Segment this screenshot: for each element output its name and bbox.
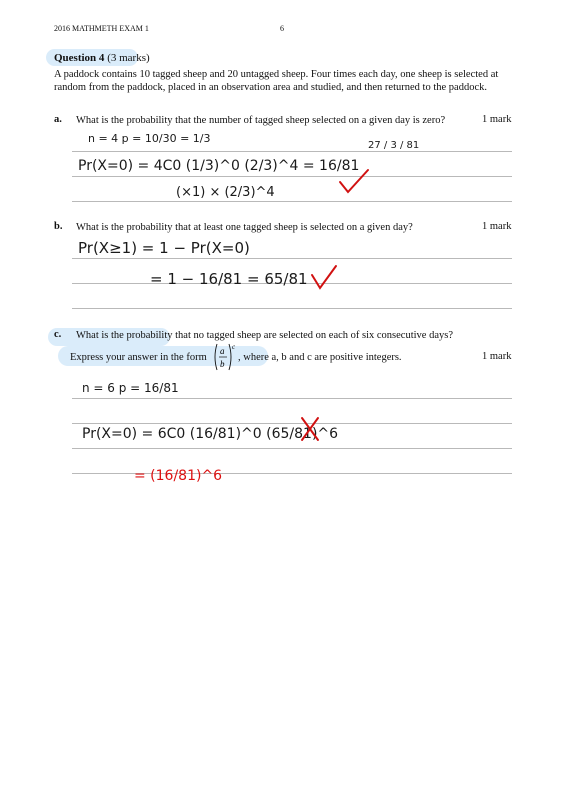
hw-a-side: 27 / 3 / 81 xyxy=(368,140,420,151)
page-number: 6 xyxy=(280,24,284,33)
hw-c-line1: n = 6 p = 16/81 xyxy=(82,381,179,395)
hw-b-line1: Pr(X≥1) = 1 − Pr(X=0) xyxy=(78,239,250,257)
part-b-label: b. xyxy=(54,221,63,232)
hw-c-line2: Pr(X=0) = 6C0 (16/81)^0 (65/81)^6 xyxy=(82,426,339,442)
part-c-marks: 1 mark xyxy=(482,351,512,362)
part-c-form-pre: Express your answer in the form xyxy=(70,352,207,363)
svg-text:a: a xyxy=(220,346,225,356)
question-marks: (3 marks) xyxy=(107,52,150,64)
part-a-text: What is the probability that the number of tagged sheep selected on a given day is zero? xyxy=(76,115,446,126)
part-c-text: What is the probability that no tagged sheep are selected on each of six consecutive days? xyxy=(76,330,453,341)
tick-icon xyxy=(312,266,336,288)
question-title: Question 4 xyxy=(54,52,105,64)
hw-a-line3: (×1) × (2/3)^4 xyxy=(176,185,275,200)
question-intro: A paddock contains 10 tagged sheep and 20 untagged sheep. Four times each day, one sheep is selected at random from the paddock, placed in an observation area and studied, and then returned to the paddock. xyxy=(54,69,499,93)
hw-a-line2: Pr(X=0) = 4C0 (1/3)^0 (2/3)^4 = 16/81 xyxy=(78,158,360,174)
part-c-label: c. xyxy=(54,329,62,340)
hw-b-line2: = 1 − 16/81 = 65/81 xyxy=(150,270,308,288)
part-b-marks: 1 mark xyxy=(482,221,512,232)
part-a-marks: 1 mark xyxy=(482,114,512,125)
svg-text:b: b xyxy=(220,359,225,369)
part-b-text: What is the probability that at least one tagged sheep is selected on a given day? xyxy=(76,222,413,233)
part-a-label: a. xyxy=(54,114,62,125)
exam-header: 2016 MATHMETH EXAM 1 xyxy=(54,24,149,33)
hw-a-line1: n = 4 p = 10/30 = 1/3 xyxy=(88,132,211,145)
svg-text:c: c xyxy=(232,343,236,351)
hw-c-line3: = (16/81)^6 xyxy=(134,468,223,484)
part-c-form-post: , where a, b and c are positive integers. xyxy=(238,352,402,363)
